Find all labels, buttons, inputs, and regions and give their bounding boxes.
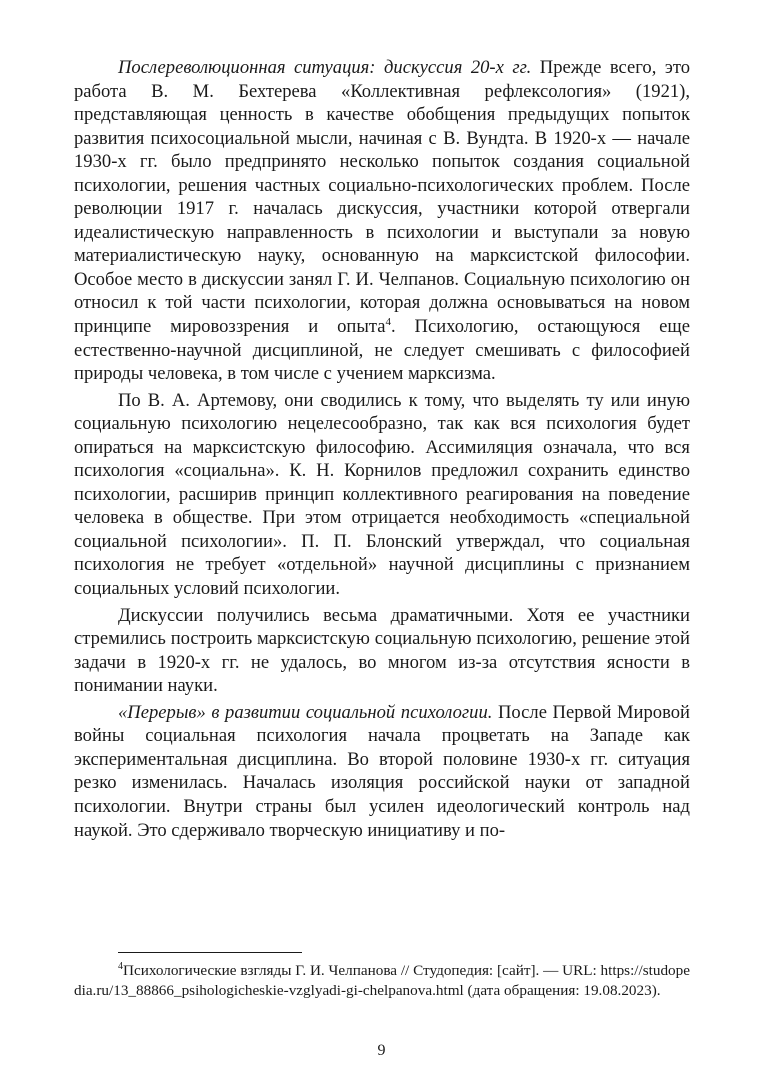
paragraph-1-text-after: . Психологию, остающуюся еще естественно-научной дисциплиной, не следует смешивать с философией природы человека, в том числе с учением марксизма. [74,316,690,385]
footnote-separator [118,952,302,953]
paragraph-4 [74,701,690,842]
footnote-url[interactable]: https://studopedia.ru/13_88866_psihologicheskie-vzglyadi-gi-chelpanova.html [74,962,690,999]
paragraph-3-text: Дискуссии получились весьма драматичными. Хотя ее участники стремились построить марксистскую социальную психологию, решение этой задачи в 1920-х гг. не удалось, во многом из-за отсутствия ясности в понимании науки. [74,604,690,697]
paragraph-1 [74,56,690,386]
section-heading-break: «Перерыв» в развитии социальной психологии. [118,701,493,723]
paragraph-1-text: Прежде всего, это работа В. М. Бехтерева «Коллективная рефлексология» (1921), представляющая ценность в качестве обобщения предыдущих попыток развития психосоциальной мысли, начиная с В. Вундта. В 1920-х — начале 1930-х гг. было предпринято несколько попыток создания социальной психологии, решения частных социально-психологических проблем. После революции 1917 г. началась дискуссия, участники которой отвергали идеалистическую направленность в психологии и выступали за новую материалистическую науку, основанную на марксистской философии. Особое место в дискуссии занял Г. И. Челпанов. Социальную психологию он относил к той части психологии, которая должна основываться на новом принципе мировоззрения и опыта [74,57,690,338]
footnote [74,961,690,1001]
main-text [74,56,690,842]
paragraph-2 [74,389,690,601]
footnote-number: 4 [118,961,123,972]
footnote-access-date: (дата обращения: 19.08.2023). [463,982,661,999]
footnote-text: Психологические взгляды Г. И. Челпанова // Студопедия: [сайт]. — URL: [123,962,601,979]
footnote-reference: 4 [385,316,391,329]
section-heading-postrevolution: Послереволюционная ситуация: дискуссия 20-х гг. [118,57,532,78]
paragraph-3 [74,604,690,698]
paragraph-2-text: По В. А. Артемову, они сводились к тому, что выделять ту или иную социальную психологию нецелесообразно, так как вся психология будет опираться на марксистскую философию. Ассимиляция означала, что вся психология «социальна». К. Н. Корнилов предложил сохранить единство психологии, расширив принцип коллективного реагирования на поведение человека в обществе. При этом отрицается необходимость «специальной социальной психологии». П. П. Блонский утверждал, что социальная психология не требует «отдельной» научной дисциплины с признанием социальных условий психологии. [74,389,690,600]
paragraph-4-text: После Первой Мировой войны социальная психология начала процветать на Западе как экспериментальная дисциплина. Во второй половине 1930-х гг. ситуация резко изменилась. Началась изоляция российской науки от западной психологии. Внутри страны был усилен идеологический контроль над наукой. Это сдерживало творческую инициативу и по- [74,701,690,841]
page-number: 9 [377,1042,386,1059]
